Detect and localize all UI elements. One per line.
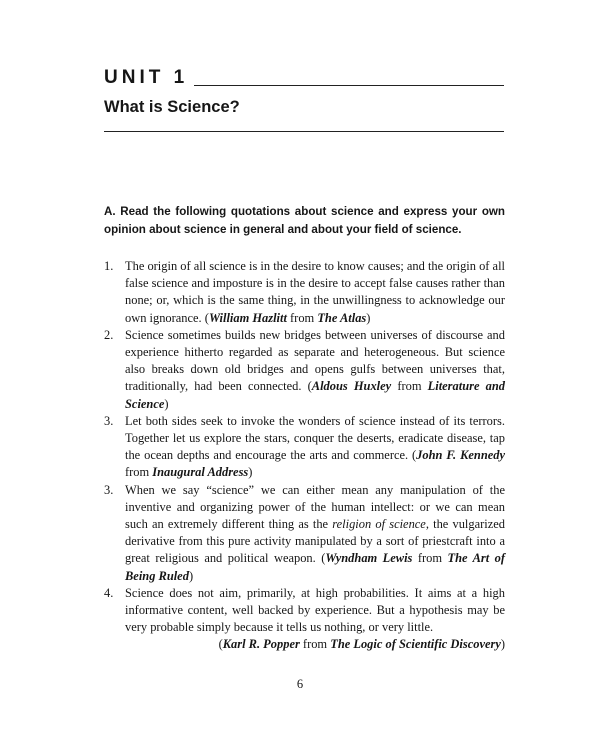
- quote-from: from: [391, 379, 428, 394]
- quote-body-continued: the vulgarized derivative from this pure activity manipulated by a sort of priestcraft into a great religious and political weapon. (: [125, 517, 505, 566]
- title-rule: [104, 131, 504, 132]
- quote-item: [104, 327, 505, 413]
- quote-text: [125, 482, 505, 585]
- quote-from: from: [299, 637, 331, 652]
- quote-number: 3.: [104, 413, 114, 428]
- unit-rule: [194, 85, 504, 86]
- quote-body: Science sometimes builds new bridges between universes of discourse and experience hitherto regarded as separate and heterogeneous. But science also breaks down old bridges and opens gulfs between universes that, traditionally, had been connected. (: [125, 327, 505, 394]
- quote-source: Inaugural Address: [152, 465, 249, 480]
- page-title: What is Science?: [104, 98, 240, 116]
- quote-list: [104, 258, 505, 654]
- quote-body: The origin of all science is in the desire to know causes; and the origin of all false science and imposture is in the desire to accept false causes rather than none; or, which is the same thing, in the unwillingness to acknowledge our own ignorance. (: [125, 259, 505, 325]
- quote-text: [125, 327, 505, 413]
- quote-number: 2.: [104, 327, 114, 342]
- quote-item: [104, 258, 505, 327]
- unit-label: UNIT 1: [104, 67, 189, 88]
- quote-emphasis: religion of science,: [332, 517, 429, 532]
- quote-from: from: [412, 551, 448, 566]
- unit-header: [104, 58, 504, 92]
- quote-from: from: [125, 465, 153, 480]
- section-a-instructions: A. Read the following quotations about science and express your own opinion about science in general and about your field of science.: [104, 205, 505, 236]
- quote-source: Literature and Science: [125, 379, 505, 411]
- quote-from: from: [286, 310, 318, 325]
- page-number: 6: [296, 677, 304, 691]
- quote-text: [125, 585, 505, 654]
- quote-open: (: [218, 637, 223, 652]
- quote-text: [125, 413, 505, 482]
- quote-body: Science does not aim, primarily, at high probabilities. It aims at a high informative content, well backed by experience. But a hypothesis may be very probable simply because it tells us nothing, or very little.: [125, 585, 505, 635]
- quote-close: ): [164, 396, 169, 411]
- quote-author: William Hazlitt: [208, 310, 287, 325]
- quote-author: Wyndham Lewis: [325, 551, 413, 566]
- quote-number: 3.: [104, 482, 114, 497]
- quote-text: [125, 258, 505, 327]
- quote-number: 4.: [104, 585, 114, 600]
- quote-body: Let both sides seek to invoke the wonders of science instead of its terrors. Together let us explore the stars, conquer the deserts, eradicate disease, tap the ocean depths and encourage the arts and commerce. (: [125, 413, 505, 463]
- quote-close: ): [188, 568, 194, 583]
- quote-source: The Art of Being Ruled: [125, 551, 505, 583]
- quote-close: ): [248, 465, 253, 480]
- quote-item: [104, 413, 505, 482]
- quote-attribution: [125, 636, 505, 653]
- quote-author: John F. Kennedy: [416, 448, 505, 463]
- quote-item: [104, 482, 505, 585]
- quote-source: The Logic of Scientific Discovery: [330, 637, 501, 652]
- quote-source: The Atlas: [317, 310, 367, 325]
- quote-close: ): [366, 310, 371, 325]
- quote-author: Karl R. Popper: [222, 637, 300, 652]
- quote-close: ): [500, 637, 505, 652]
- quote-number: 1.: [104, 259, 114, 273]
- quote-author: Aldous Huxley: [311, 379, 392, 394]
- quote-body: When we say “science” we can either mean any manipulation of the inventive and organizing power of the human intellect: or we can mean such an extremely different thing as the: [125, 482, 505, 532]
- quote-item: [104, 585, 505, 654]
